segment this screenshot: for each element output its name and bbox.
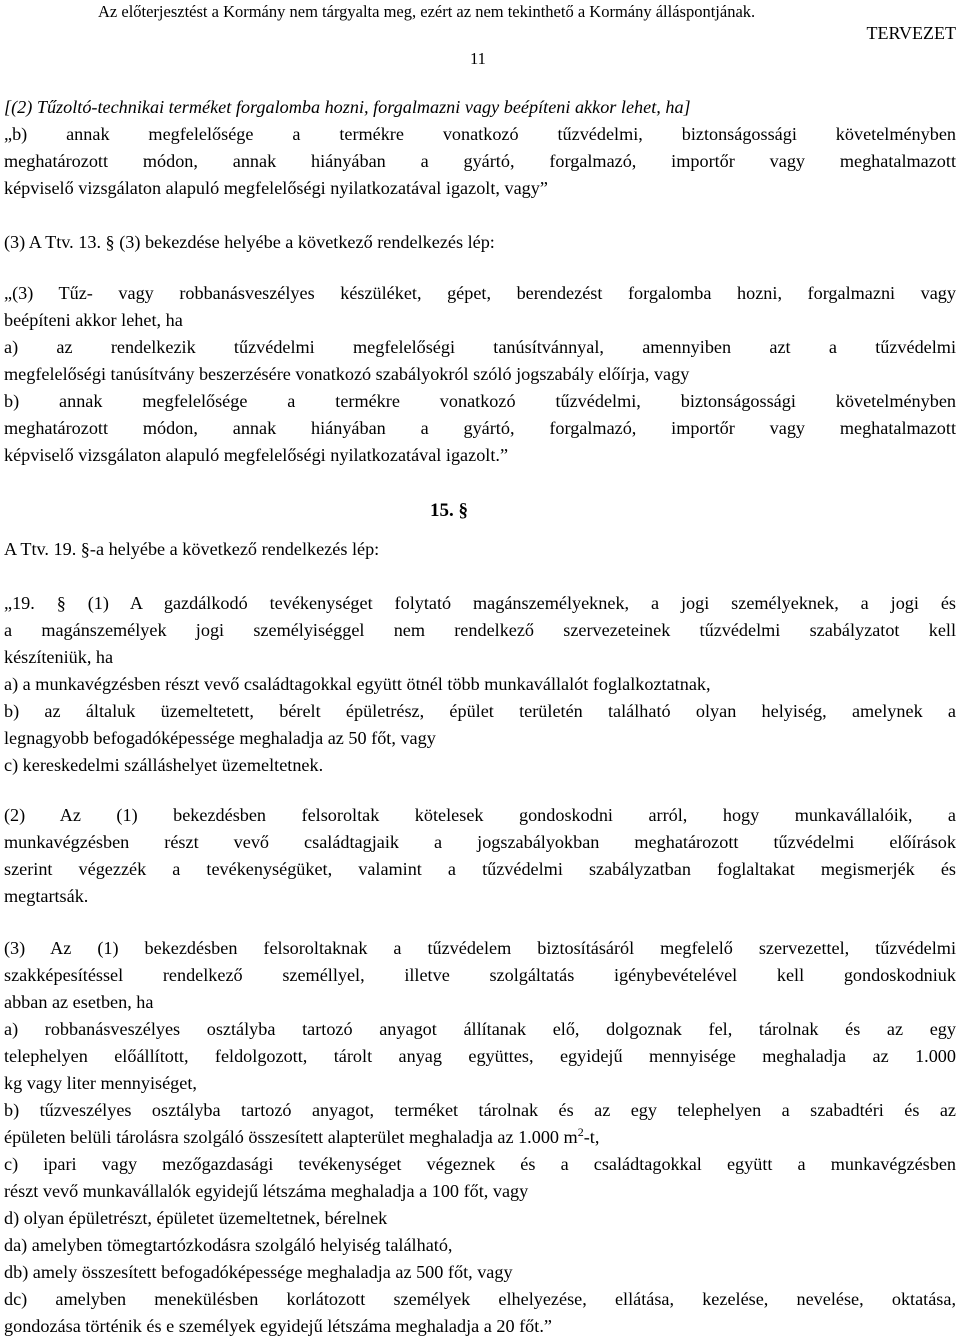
para3-line: d) olyan épületrészt, épületet üzemeltetnek, bérelnek	[4, 1208, 388, 1228]
para3-line: gondozása történik és e személyek egyidejű létszáma meghaladja a 20 főt.”	[4, 1316, 552, 1336]
para3-line: (3) Az (1) bekezdésben felsoroltaknak a tűzvédelem biztosításáról megfelelő szervezettel, tűzvédelmi	[4, 938, 956, 958]
para2-line: munkavégzésben részt vevő családtagjaik a jogszabályokban meghatározott tűzvédelmi előírások	[4, 832, 956, 852]
para3-line: abban az esetben, ha	[4, 992, 154, 1012]
para3-line: telephelyen előállított, feldolgozott, tárolt anyag együttes, egyidejű mennyisége meghaladja az 1.000	[4, 1046, 956, 1066]
draft-status-label: TERVEZET	[866, 23, 956, 43]
para2-line: szerint végezzék a tevékenységüket, valamint a tűzvédelmi szabályzatban foglaltakat megismerjék és	[4, 859, 956, 879]
header-notice: Az előterjesztést a Kormány nem tárgyalta meg, ezért az nem tekinthető a Kormány álláspontjának.	[98, 2, 756, 21]
page-number: 11	[470, 49, 486, 68]
para2-line: megtartsák.	[4, 886, 89, 906]
para3-line: dc) amelyben menekülésben korlátozott személyek elhelyezése, ellátása, kezelése, nevelése, oktatása,	[4, 1289, 956, 1309]
block2-intro: (3) A Ttv. 13. § (3) bekezdése helyébe a következő rendelkezés lép:	[4, 232, 495, 252]
block2-line: „(3) Tűz- vagy robbanásveszélyes készüléket, gépet, berendezést forgalomba hozni, forgalmazni vagy	[4, 283, 956, 303]
para3-line: kg vagy liter mennyiséget,	[4, 1073, 197, 1093]
para1-line: „19. § (1) A gazdálkodó tevékenységet folytató magánszemélyeknek, a jogi személyeknek, a jogi és	[4, 593, 956, 613]
para3-b-text: épületen belüli tárolásra szolgáló összesített alapterület meghaladja az 1.000 m	[4, 1127, 578, 1147]
para3-line: da) amelyben tömegtartózkodásra szolgáló helyiség található,	[4, 1235, 453, 1255]
para3-line: a) robbanásveszélyes osztályba tartozó anyagot állítanak elő, dolgoznak fel, tárolnak és az egy	[4, 1019, 956, 1039]
block1-intro: [(2) Tűzoltó-technikai terméket forgalomba hozni, forgalmazni vagy beépíteni akkor lehet, ha]	[4, 97, 691, 117]
block2-line: beépíteni akkor lehet, ha	[4, 310, 183, 330]
block2-line: meghatározott módon, annak hiányában a gyártó, forgalmazó, importőr vagy meghatalmazott	[4, 418, 956, 438]
para1-line: legnagyobb befogadóképessége meghaladja az 50 főt, vagy	[4, 728, 436, 748]
para3-b-suffix: -t,	[583, 1127, 600, 1147]
para3	[4, 935, 956, 1340]
para3-line: c) ipari vagy mezőgazdasági tevékenységet végeznek és a családtagokkal együtt a munkavégzésben	[4, 1154, 956, 1174]
block1-line: meghatározott módon, annak hiányában a gyártó, forgalmazó, importőr vagy meghatalmazott	[4, 151, 956, 171]
block2-line: megfelelőségi tanúsítvány beszerzésére vonatkozó szabályokról szóló jogszabály előírja, vagy	[4, 364, 690, 384]
para2-line: (2) Az (1) bekezdésben felsoroltak kötelesek gondoskodni arról, hogy munkavállalóik, a	[4, 805, 956, 825]
para3-line-with-superscript	[4, 1124, 956, 1151]
block2-body	[4, 280, 956, 469]
para1-line: a magánszemélyek jogi személyiséggel nem rendelkező szervezeteinek tűzvédelmi szabályzatot kell	[4, 620, 956, 640]
para1-line: c) kereskedelmi szálláshelyet üzemeltetnek.	[4, 755, 324, 775]
block1	[4, 94, 956, 202]
block1-line: képviselő vizsgálaton alapuló megfelelőségi nyilatkozatával igazolt, vagy”	[4, 178, 548, 198]
block2-line: b) annak megfelelősége a termékre vonatkozó tűzvédelmi, biztonságossági követelményben	[4, 391, 956, 411]
para2	[4, 802, 956, 910]
section15-intro: A Ttv. 19. §-a helyébe a következő rendelkezés lép:	[4, 539, 380, 559]
para1	[4, 590, 956, 779]
para3-line: részt vevő munkavállalók egyidejű létszáma meghaladja a 100 főt, vagy	[4, 1181, 529, 1201]
para1-line: b) az általuk üzemeltetett, bérelt épületrész, épület területén található olyan helyiség, amelynek a	[4, 701, 956, 721]
para1-line: készíteniük, ha	[4, 647, 114, 667]
para1-line: a) a munkavégzésben részt vevő családtagokkal együtt ötnél több munkavállalót foglalkoztatnak,	[4, 674, 711, 694]
superscript-2: 2	[577, 1124, 584, 1139]
block1-line: „b) annak megfelelősége a termékre vonatkozó tűzvédelmi, biztonságossági követelményben	[4, 124, 956, 144]
block2-line: képviselő vizsgálaton alapuló megfelelőségi nyilatkozatával igazolt.”	[4, 445, 509, 465]
block2-line: a) az rendelkezik tűzvédelmi megfelelőségi tanúsítvánnyal, amennyiben azt a tűzvédelmi	[4, 337, 956, 357]
para3-line: b) tűzveszélyes osztályba tartozó anyagot, terméket tárolnak és az egy telephelyen a szabadtéri és az	[4, 1100, 956, 1120]
para3-line: db) amely összesített befogadóképessége meghaladja az 500 főt, vagy	[4, 1262, 513, 1282]
para3-line: szakképesítéssel rendelkező személlyel, illetve szolgáltatás igénybevételével kell gondoskodniuk	[4, 965, 956, 985]
section-number: 15. §	[430, 500, 468, 521]
